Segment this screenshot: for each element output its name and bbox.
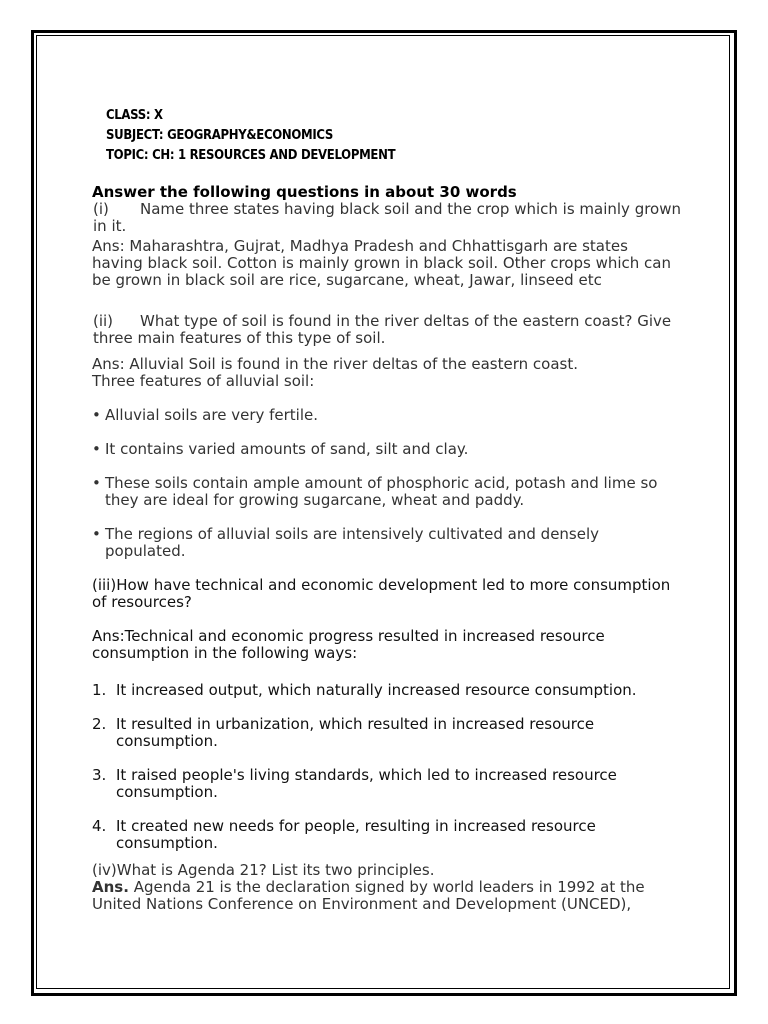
list-item	[92, 818, 682, 852]
question-1	[93, 201, 682, 235]
answer-2-line-1: Ans: Alluvial Soil is found in the river deltas of the eastern coast.	[92, 355, 578, 373]
list-item: • It contains varied amounts of sand, silt and clay.	[92, 441, 682, 458]
answer-3: Ans:Technical and economic progress resulted in increased resource consumption in the following ways:	[92, 627, 605, 662]
question-1-text: Name three states having black soil and the crop which is mainly grown in it.	[93, 200, 682, 235]
list-item	[92, 767, 682, 801]
list-item: • Alluvial soils are very fertile.	[92, 407, 682, 424]
list-item	[92, 716, 682, 750]
list-item-number: 1.	[92, 681, 107, 699]
list-item-number: 2.	[92, 715, 107, 733]
question-2	[93, 313, 682, 347]
answer-1: Ans: Maharashtra, Gujrat, Madhya Pradesh and Chhattisgarh are states having black soil. Cotton is mainly grown in black soil. Other crops which can be grown in black soil are rice, sugarcane, wheat, Jawar, linseed etc	[92, 237, 671, 289]
list-item	[92, 682, 682, 699]
question-4: (iv)What is Agenda 21? List its two principles.	[92, 861, 435, 879]
question-3: (iii)How have technical and economic development led to more consumption of resources?	[92, 576, 671, 611]
document-header	[106, 106, 682, 166]
list-item-text: It created new needs for people, resulting in increased resource consumption.	[116, 817, 596, 852]
answer-4	[92, 879, 682, 913]
answer-4-text: Agenda 21 is the declaration signed by world leaders in 1992 at the United Nations Conference on Environment and Development (UNCED),	[92, 878, 645, 913]
question-1-number: (i)	[93, 200, 109, 218]
list-item-text: It increased output, which naturally increased resource consumption.	[116, 681, 637, 699]
list-item-text: It raised people's living standards, which led to increased resource consumption.	[116, 766, 617, 801]
topic-label: TOPIC: CH: 1 RESOURCES AND DEVELOPMENT	[106, 148, 396, 163]
document-body	[92, 106, 682, 913]
list-item: • These soils contain ample amount of phosphoric acid, potash and lime so they are ideal for growing sugarcane, wheat and paddy.	[92, 475, 682, 509]
class-label: CLASS: X	[106, 108, 163, 123]
subject-label: SUBJECT: GEOGRAPHY&ECONOMICS	[106, 128, 334, 143]
list-item: • The regions of alluvial soils are intensively cultivated and densely populated.	[92, 526, 682, 560]
question-2-number: (ii)	[93, 312, 114, 330]
question-2-text: What type of soil is found in the river deltas of the eastern coast? Give three main features of this type of soil.	[93, 312, 672, 347]
answer-2-line-2: Three features of alluvial soil:	[92, 372, 315, 390]
list-item-number: 4.	[92, 817, 107, 835]
list-item-text: It resulted in urbanization, which resulted in increased resource consumption.	[116, 715, 595, 750]
answer-4-label: Ans.	[92, 878, 129, 896]
list-item-number: 3.	[92, 766, 107, 784]
instruction-heading: Answer the following questions in about 30 words	[92, 183, 517, 201]
